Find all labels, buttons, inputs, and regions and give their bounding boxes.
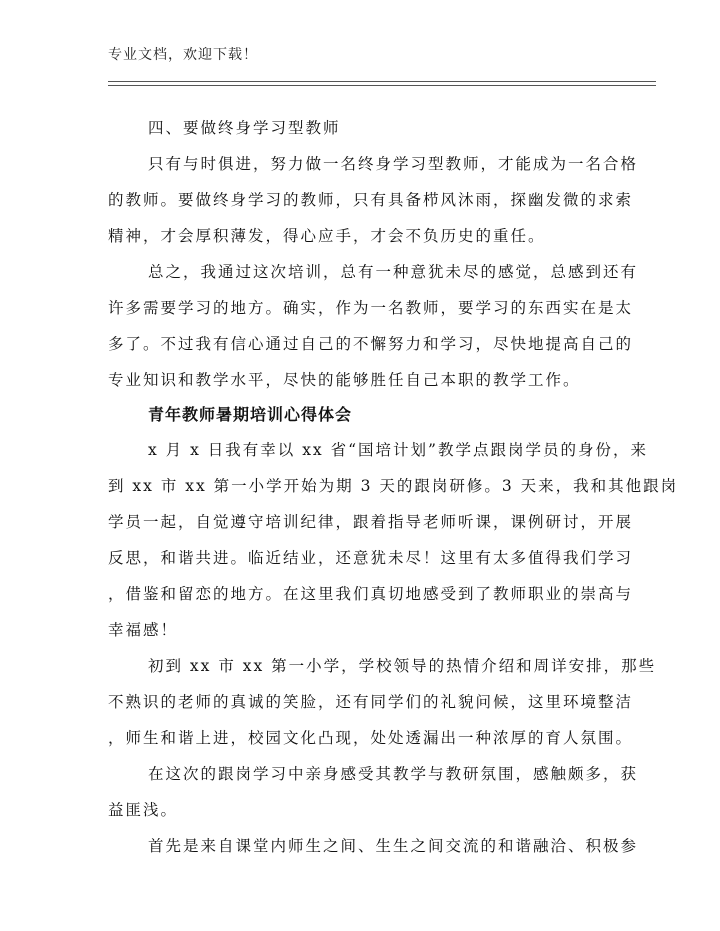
paragraph-line: 的教师。要做终身学习的教师，只有具备栉风沐雨，探幽发微的求索: [108, 191, 634, 209]
page-header-text: 专业文档，欢迎下载！: [108, 47, 258, 63]
paragraph-line: 在这次的跟岗学习中亲身感受其教学与教研氛围，感触颇多，获: [148, 765, 639, 783]
paragraph-line: 专业知识和教学水平，尽快的能够胜任自己本职的教学工作。: [108, 371, 581, 389]
header-rule-top: [108, 81, 656, 82]
paragraph-line: 总之，我通过这次培训，总有一种意犹未尽的感觉，总感到还有: [148, 263, 639, 281]
paragraph-line: ，借鉴和留恋的地方。在这里我们真切地感受到了教师职业的崇高与: [108, 585, 634, 603]
paragraph-line: 许多需要学习的地方。确实，作为一名教师，要学习的东西实在是太: [108, 299, 634, 317]
paragraph-line: 学员一起，自觉遵守培训纪律，跟着指导老师听课，课例研讨，开展: [108, 513, 634, 531]
heading-line: 四、要做终身学习型教师: [148, 119, 341, 137]
paragraph-line: ，师生和谐上进，校园文化凸现，处处透漏出一种浓厚的育人氛围。: [108, 729, 634, 747]
paragraph-line: 益匪浅。: [108, 801, 179, 819]
paragraph-line: 反思，和谐共进。临近结业，还意犹未尽！这里有太多值得我们学习: [108, 549, 634, 567]
paragraph-line: 首先是来自课堂内师生之间、生生之间交流的和谐融洽、积极参: [148, 837, 639, 855]
header-rule-bottom: [108, 85, 656, 86]
paragraph-line: 只有与时俱进，努力做一名终身学习型教师，才能成为一名合格: [148, 155, 639, 173]
paragraph-line: 多了。不过我有信心通过自己的不懈努力和学习，尽快地提高自己的: [108, 335, 634, 353]
paragraph-line: 精神，才会厚积薄发，得心应手，才会不负历史的重任。: [108, 227, 546, 245]
section-title: 青年教师暑期培训心得体会: [148, 405, 353, 424]
paragraph-line: 初到 xx 市 xx 第一小学，学校领导的热情介绍和周详安排，那些: [148, 657, 657, 675]
paragraph-line: 幸福感！: [108, 621, 179, 639]
paragraph-line: 不熟识的老师的真诚的笑脸，还有同学们的礼貌问候，这里环境整洁: [108, 693, 634, 711]
paragraph-line: 到 xx 市 xx 第一小学开始为期 3 天的跟岗研修。3 天来，我和其他跟岗: [108, 477, 679, 495]
paragraph-line: x 月 x 日我有幸以 xx 省“国培计划”教学点跟岗学员的身份，来: [148, 441, 648, 459]
